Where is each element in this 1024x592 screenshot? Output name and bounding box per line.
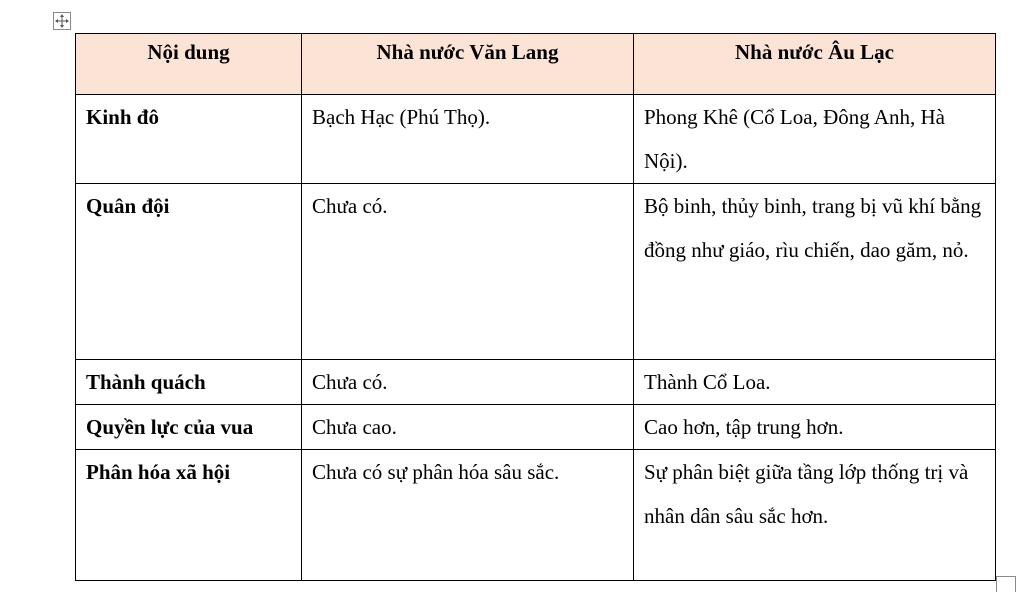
table-row	[76, 184, 996, 360]
table-row	[76, 360, 996, 405]
table-row	[76, 450, 996, 581]
row-label-thanh-quach: Thành quách	[76, 360, 302, 405]
cell-van-lang-kinh-do: Bạch Hạc (Phú Thọ).	[302, 95, 634, 184]
cell-au-lac-quyen-luc: Cao hơn, tập trung hơn.	[634, 405, 996, 450]
row-label-kinh-do: Kinh đô	[76, 95, 302, 184]
cell-van-lang-thanh-quach: Chưa có.	[302, 360, 634, 405]
move-arrows-icon	[55, 14, 69, 28]
table-move-handle[interactable]	[53, 12, 71, 30]
table-row	[76, 405, 996, 450]
row-label-quyen-luc: Quyền lực của vua	[76, 405, 302, 450]
row-label-quan-doi: Quân đội	[76, 184, 302, 360]
cell-van-lang-quan-doi: Chưa có.	[302, 184, 634, 360]
comparison-table	[75, 33, 996, 581]
cell-au-lac-quan-doi: Bộ binh, thủy binh, trang bị vũ khí bằng đồng như giáo, rìu chiến, dao găm, nỏ.	[634, 184, 996, 360]
cell-van-lang-quyen-luc: Chưa cao.	[302, 405, 634, 450]
cell-au-lac-phan-hoa: Sự phân biệt giữa tầng lớp thống trị và nhân dân sâu sắc hơn.	[634, 450, 996, 581]
header-van-lang: Nhà nước Văn Lang	[302, 34, 634, 95]
table-row	[76, 95, 996, 184]
table-resize-handle[interactable]	[996, 576, 1016, 592]
cell-van-lang-phan-hoa: Chưa có sự phân hóa sâu sắc.	[302, 450, 634, 581]
cell-au-lac-kinh-do: Phong Khê (Cổ Loa, Đông Anh, Hà Nội).	[634, 95, 996, 184]
cell-au-lac-thanh-quach: Thành Cổ Loa.	[634, 360, 996, 405]
header-au-lac: Nhà nước Âu Lạc	[634, 34, 996, 95]
table-header-row	[76, 34, 996, 95]
row-label-phan-hoa: Phân hóa xã hội	[76, 450, 302, 581]
header-noi-dung: Nội dung	[76, 34, 302, 95]
